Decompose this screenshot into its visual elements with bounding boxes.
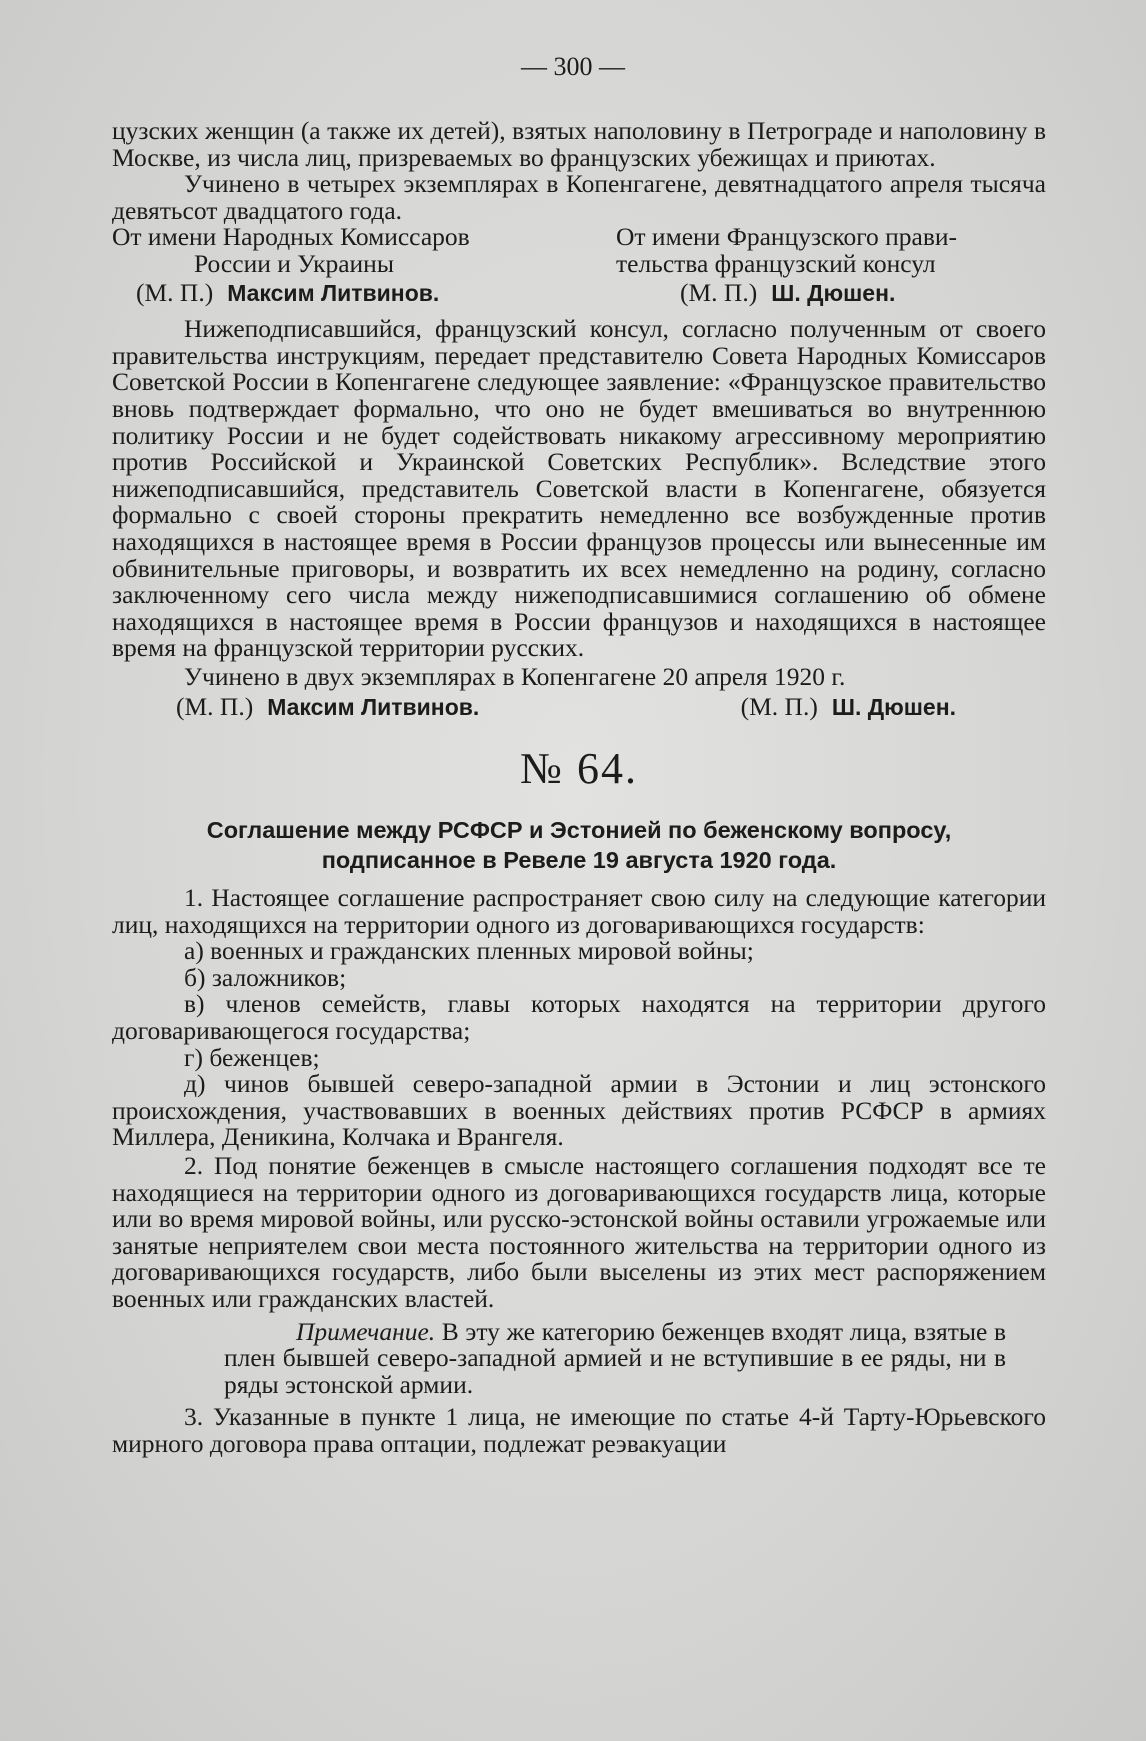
signature-right-line1: От имени Французского прави- bbox=[616, 222, 958, 252]
clause-1-intro: 1. Настоящее соглашение распространяет свою силу на следующие категории лиц, находящихся на территории одного из договаривающихся государств: bbox=[112, 883, 1046, 939]
document-number: № 64. bbox=[520, 744, 638, 794]
clause-1-item-c: в) членов семейств, главы которых находятся на территории другого договаривающегося государства; bbox=[112, 989, 1046, 1046]
executed-paragraph-1: Учинено в четырех экземплярах в Копенгагене, девятнадцатого апреля тысяча девятьсот двадцатого года. bbox=[112, 169, 1046, 225]
signature-2-right bbox=[741, 694, 1046, 721]
intro-paragraph: цузских женщин (а также их детей), взятых наполовину в Петрограде и наполовину в Москве, из числа лиц, призреваемых во французских убежищах и приютах. bbox=[112, 116, 1046, 172]
note-text: В эту же категорию беженцев входят лица, взятые в плен бывшей северо-западной армией и не вступившие в ее ряды, ни в ряды эстонской армии. bbox=[224, 1316, 1006, 1399]
consul-paragraph: Нижеподписавшийся, французский консул, согласно полученным от своего правительства инструкциям, передает представителю Совета Народных Комиссаров Советской России в Копенгагене следующее заявление: «Французское правительство вновь подтверждает формально, что оно не будет вмешиваться во внутреннюю политику России и не будет содействовать никакому агрессивному мероприятию против Российской и Украинской Советских Республик». Вследствие этого нижеподписавшийся, представитель Советской власти в Копенгагене, обязуется формально с своей стороны прекратить немедленно все возбужденные против находящихся в настоящее время в России французов процессы или вынесенные им обвинительные приговоры, и возвратить их всех немедленно на родину, согласно заключенному сего числа между нижеподписавшимися соглашению об обмене находящихся в настоящее время в России французов и находящихся в настоящее время на французской территории русских. bbox=[112, 314, 1046, 663]
seal-mark: (М. П.) bbox=[136, 277, 214, 307]
seal-mark: (М. П.) bbox=[680, 277, 758, 307]
note-paragraph bbox=[112, 1316, 1046, 1399]
signature-right bbox=[616, 224, 1046, 306]
clause-3: 3. Указанные в пункте 1 лица, не имеющие по статье 4-й Тарту-Юрьевского мирного договора права оптации, подлежат реэвакуации bbox=[112, 1402, 1046, 1458]
clause-2: 2. Под понятие беженцев в смысле настоящего соглашения подходят все те находящиеся на территории одного из договаривающихся государств лица, которые или во время мировой войны, или русско-эстонской войны оставили угрожаемые или занятые неприятелем свои места постоянного жительства на территории одного из договаривающихся государств, либо были выселены из этих мест распоряжением военных или гражданских властей. bbox=[112, 1151, 1046, 1313]
page-number: — 300 — bbox=[521, 52, 625, 81]
signature-left-line1: От имени Народных Комиссаров bbox=[112, 222, 470, 252]
document-title: Соглашение между РСФСР и Эстонией по беженскому вопросу, подписанное в Ревеле 19 августа 1920 года. bbox=[206, 817, 952, 874]
signatory-name: Максим Литвинов. bbox=[227, 279, 440, 306]
signature-left-line2: России и Украины bbox=[194, 248, 394, 278]
text-body bbox=[112, 118, 1046, 1458]
signature-2-left bbox=[112, 694, 479, 721]
seal-mark: (М. П.) bbox=[740, 692, 818, 722]
signature-right-line2: тельства французский консул bbox=[616, 248, 936, 278]
clause-1-item-d: г) беженцев; bbox=[184, 1042, 320, 1072]
note-label: Примечание. bbox=[296, 1316, 436, 1346]
signature-block-2 bbox=[112, 694, 1046, 721]
signature-left bbox=[112, 224, 582, 306]
clause-1-item-a: а) военных и гражданских пленных мировой войны; bbox=[184, 936, 754, 966]
signatory-name: Максим Литвинов. bbox=[267, 694, 480, 721]
seal-mark: (М. П.) bbox=[176, 692, 254, 722]
signature-block-1 bbox=[112, 224, 1046, 306]
clause-1-item-b: б) заложников; bbox=[184, 962, 347, 992]
signature-left-signed bbox=[112, 277, 582, 307]
signatory-name: Ш. Дюшен. bbox=[831, 694, 956, 721]
signatory-name: Ш. Дюшен. bbox=[771, 279, 896, 306]
signature-right-signed bbox=[616, 277, 1046, 307]
executed-paragraph-2: Учинено в двух экземплярах в Копенгагене 20 апреля 1920 г. bbox=[184, 661, 846, 691]
clause-1-item-e: д) чинов бывшей северо-западной армии в Эстонии и лиц эстонского происхождения, участвовавших в военных действиях против РСФСР в армиях Миллера, Деникина, Колчака и Врангеля. bbox=[112, 1069, 1046, 1152]
